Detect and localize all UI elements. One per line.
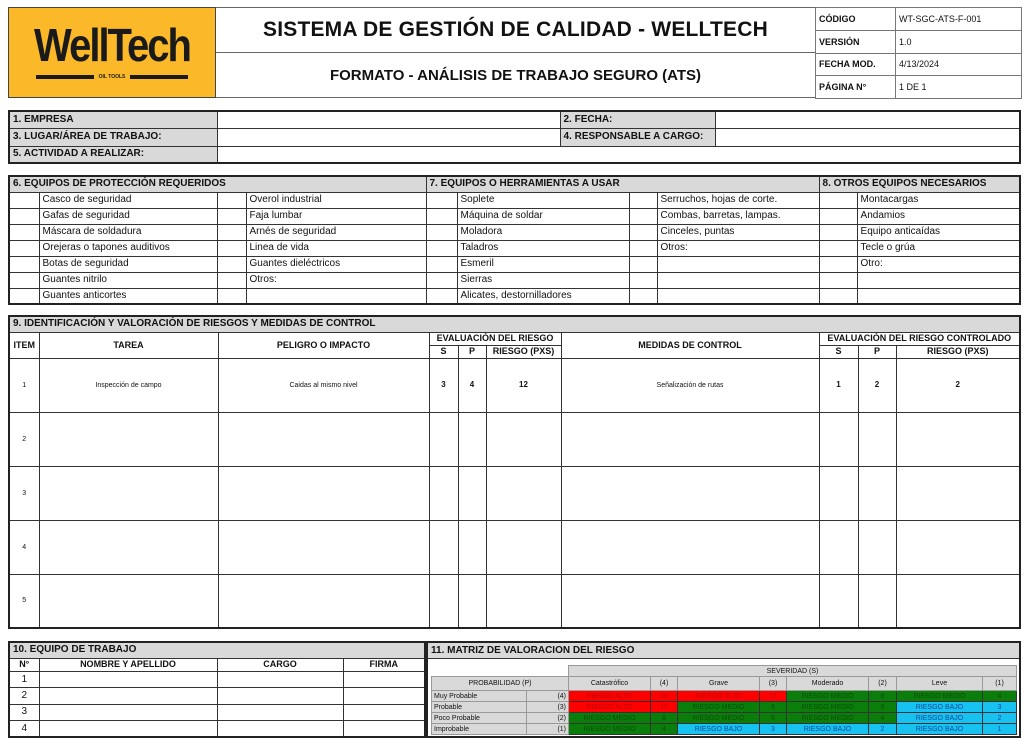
tools-checkbox[interactable] <box>629 208 657 224</box>
tools-item <box>657 288 819 304</box>
matrix-cell-score: 16 <box>651 691 678 702</box>
tools-checkbox[interactable] <box>426 192 457 208</box>
risk-cell-medidas[interactable] <box>561 412 819 466</box>
team-section-title: 10. EQUIPO DE TRABAJO <box>9 642 425 658</box>
epp-checkbox[interactable] <box>217 256 246 272</box>
meta-label-version: VERSIÓN <box>816 31 896 54</box>
epp-checkbox[interactable] <box>9 288 39 304</box>
team-cell-cargo[interactable] <box>217 672 343 688</box>
matrix-row <box>432 724 1017 735</box>
epp-item: Casco de seguridad <box>39 192 217 208</box>
probability-name: Poco Probable <box>432 713 527 724</box>
epp-item: Faja lumbar <box>246 208 426 224</box>
epp-item: Gafas de seguridad <box>39 208 217 224</box>
team-cell-n: 3 <box>9 704 39 720</box>
matrix-section-title: 11. MATRIZ DE VALORACION DEL RIESGO <box>428 643 1019 659</box>
probability-name: Improbable <box>432 724 527 735</box>
matrix-cell-score: 3 <box>983 702 1017 713</box>
matrix-cell-label: RIESGO BAJO <box>678 724 760 735</box>
severity-value: (3) <box>760 677 787 691</box>
empresa-field[interactable] <box>217 111 560 128</box>
risk-cell-medidas[interactable] <box>561 574 819 628</box>
team-cell-n: 1 <box>9 672 39 688</box>
matrix-cell-score: 12 <box>760 691 787 702</box>
risk-cell-s[interactable]: 3 <box>429 358 458 412</box>
probability-value: (3) <box>527 702 569 713</box>
epp-item: Linea de vida <box>246 240 426 256</box>
tools-checkbox[interactable] <box>629 288 657 304</box>
col-header-s: S <box>429 345 458 358</box>
matrix-cell-label: RIESGO MEDIO <box>569 724 651 735</box>
matrix-cell-score: 12 <box>651 702 678 713</box>
epp-checkbox[interactable] <box>9 272 39 288</box>
risk-row <box>9 520 1020 574</box>
col-header-s2: S <box>819 345 858 358</box>
epp-item: Orejeras o tapones auditivos <box>39 240 217 256</box>
risk-cell-p[interactable]: 4 <box>458 358 486 412</box>
meta-value-version: 1.0 <box>896 31 1022 54</box>
severity-name: Leve <box>897 677 983 691</box>
team-cell-nombre[interactable] <box>39 721 217 737</box>
matrix-cell-score: 6 <box>760 713 787 724</box>
meta-value-pagina: 1 DE 1 <box>896 76 1022 99</box>
severity-name: Catastrófico <box>569 677 651 691</box>
severity-value: (1) <box>983 677 1017 691</box>
team-cell-firma[interactable] <box>343 721 425 737</box>
team-table <box>8 641 426 738</box>
header-subtitle-box <box>216 53 816 98</box>
meta-label-codigo: CÓDIGO <box>816 8 896 31</box>
tools-item: Serruchos, hojas de corte. <box>657 192 819 208</box>
logo-tagline: OIL TOOLS <box>98 73 126 80</box>
risk-cell-s2[interactable]: 1 <box>819 358 858 412</box>
equipment-table <box>8 175 1021 305</box>
other-item: Andamios <box>857 208 1020 224</box>
risk-cell-medidas[interactable] <box>561 520 819 574</box>
risk-cell-peligro[interactable] <box>218 466 429 520</box>
epp-checkbox[interactable] <box>217 224 246 240</box>
lugar-label: 3. LUGAR/ÁREA DE TRABAJO: <box>9 128 217 146</box>
risk-cell-riesgo[interactable] <box>486 520 561 574</box>
risk-cell-s[interactable] <box>429 520 458 574</box>
tools-item: Esmeril <box>457 256 629 272</box>
tools-checkbox[interactable] <box>426 288 457 304</box>
tools-checkbox[interactable] <box>629 192 657 208</box>
team-cell-nombre[interactable] <box>39 704 217 720</box>
other-item: Equipo anticaídas <box>857 224 1020 240</box>
matrix-cell-label: RIESGO ALTO <box>678 691 760 702</box>
risk-matrix <box>431 665 1017 735</box>
actividad-field[interactable] <box>217 146 1020 163</box>
col-header-riesgo2: RIESGO (PXS) <box>896 345 1020 358</box>
epp-checkbox[interactable] <box>9 208 39 224</box>
risk-cell-tarea[interactable] <box>39 520 218 574</box>
risk-table <box>8 315 1021 629</box>
matrix-cell-label: RIESGO BAJO <box>897 713 983 724</box>
matrix-cell-score: 4 <box>983 691 1017 702</box>
other-checkbox[interactable] <box>819 224 857 240</box>
risk-cell-p2[interactable] <box>858 520 896 574</box>
matrix-cell-score: 1 <box>983 724 1017 735</box>
risk-cell-item: 5 <box>9 574 39 628</box>
severity-name: Moderado <box>787 677 869 691</box>
team-cell-cargo[interactable] <box>217 688 343 704</box>
matrix-cell-score: 3 <box>760 724 787 735</box>
risk-section-title: 9. IDENTIFICACIÓN Y VALORACIÓN DE RIESGOS Y MEDIDAS DE CONTROL <box>9 316 1020 332</box>
risk-row <box>9 412 1020 466</box>
risk-cell-tarea[interactable] <box>39 574 218 628</box>
risk-cell-p[interactable] <box>458 412 486 466</box>
tools-checkbox[interactable] <box>426 256 457 272</box>
page-subtitle: FORMATO - ANÁLISIS DE TRABAJO SEGURO (ATS) <box>329 66 702 84</box>
risk-cell-s2[interactable] <box>819 574 858 628</box>
meta-label-pagina: PÁGINA N° <box>816 76 896 99</box>
matrix-section <box>426 641 1021 738</box>
matrix-cell-label: RIESGO MEDIO <box>678 702 760 713</box>
epp-item: Botas de seguridad <box>39 256 217 272</box>
document-meta-table <box>815 7 1022 99</box>
tools-section-title: 7. EQUIPOS O HERRAMIENTAS A USAR <box>426 176 819 192</box>
team-cell-n: 2 <box>9 688 39 704</box>
risk-cell-riesgo2[interactable] <box>896 574 1020 628</box>
risk-cell-tarea[interactable] <box>39 466 218 520</box>
epp-item: Guantes dieléctricos <box>246 256 426 272</box>
matrix-cell-label: RIESGO MEDIO <box>678 713 760 724</box>
severity-value: (2) <box>869 677 897 691</box>
risk-cell-riesgo[interactable]: 12 <box>486 358 561 412</box>
risk-cell-item: 1 <box>9 358 39 412</box>
risk-cell-riesgo2[interactable]: 2 <box>896 358 1020 412</box>
matrix-cell-label: RIESGO ALTO <box>569 702 651 713</box>
header-title-box <box>216 7 816 53</box>
other-checkbox[interactable] <box>819 272 857 288</box>
risk-cell-medidas[interactable] <box>561 466 819 520</box>
matrix-cell-score: 4 <box>651 724 678 735</box>
team-cell-nombre[interactable] <box>39 688 217 704</box>
risk-cell-item: 2 <box>9 412 39 466</box>
tools-checkbox[interactable] <box>629 240 657 256</box>
other-checkbox[interactable] <box>819 288 857 304</box>
other-checkbox[interactable] <box>819 208 857 224</box>
matrix-row <box>432 702 1017 713</box>
tools-checkbox[interactable] <box>629 256 657 272</box>
probability-name: Probable <box>432 702 527 713</box>
col-header-eval: EVALUACIÓN DEL RIESGO <box>429 332 561 345</box>
tools-item: Cinceles, puntas <box>657 224 819 240</box>
risk-cell-riesgo2[interactable] <box>896 520 1020 574</box>
empresa-label: 1. EMPRESA <box>9 111 217 128</box>
tools-checkbox[interactable] <box>426 272 457 288</box>
matrix-cell-label: RIESGO MEDIO <box>787 713 869 724</box>
risk-cell-peligro[interactable]: Caidas al mismo nivel <box>218 358 429 412</box>
risk-cell-p2[interactable]: 2 <box>858 358 896 412</box>
fecha-label: 2. FECHA: <box>560 111 715 128</box>
tools-item <box>657 256 819 272</box>
matrix-cell-label: RIESGO MEDIO <box>787 691 869 702</box>
probability-label: PROBABILIDAD (P) <box>432 677 569 691</box>
matrix-cell-label: RIESGO MEDIO <box>897 691 983 702</box>
other-section-title: 8. OTROS EQUIPOS NECESARIOS <box>819 176 1020 192</box>
team-row <box>9 721 425 737</box>
lugar-field[interactable] <box>217 128 560 146</box>
risk-cell-riesgo2[interactable] <box>896 412 1020 466</box>
team-cell-firma[interactable] <box>343 672 425 688</box>
matrix-cell-label: RIESGO MEDIO <box>787 702 869 713</box>
logo-bar-right <box>130 75 188 79</box>
team-header-nombre: NOMBRE Y APELLIDO <box>39 658 217 671</box>
other-item: Montacargas <box>857 192 1020 208</box>
col-header-p2: P <box>858 345 896 358</box>
other-checkbox[interactable] <box>819 240 857 256</box>
other-item: Otro: <box>857 256 1020 272</box>
severity-name: Grave <box>678 677 760 691</box>
matrix-cell-label: RIESGO BAJO <box>787 724 869 735</box>
risk-cell-tarea[interactable] <box>39 412 218 466</box>
general-info-table <box>8 110 1021 164</box>
meta-value-fecha: 4/13/2024 <box>896 54 1022 76</box>
other-item <box>857 288 1020 304</box>
tools-checkbox[interactable] <box>426 224 457 240</box>
team-cell-firma[interactable] <box>343 704 425 720</box>
tools-item <box>657 272 819 288</box>
tools-checkbox[interactable] <box>426 240 457 256</box>
epp-checkbox[interactable] <box>217 192 246 208</box>
probability-value: (1) <box>527 724 569 735</box>
epp-item: Overol industrial <box>246 192 426 208</box>
col-header-eval-ctrl: EVALUACIÓN DEL RIESGO CONTROLADO <box>819 332 1020 345</box>
col-header-medidas: MEDIDAS DE CONTROL <box>561 332 819 358</box>
risk-cell-item: 4 <box>9 520 39 574</box>
team-cell-firma[interactable] <box>343 688 425 704</box>
tools-item: Otros: <box>657 240 819 256</box>
matrix-row <box>432 713 1017 724</box>
risk-cell-p[interactable] <box>458 520 486 574</box>
matrix-cell-label: RIESGO MEDIO <box>569 713 651 724</box>
risk-cell-s2[interactable] <box>819 412 858 466</box>
responsable-field[interactable] <box>715 128 1020 146</box>
matrix-cell-label: RIESGO BAJO <box>897 724 983 735</box>
matrix-cell-score: 2 <box>869 724 897 735</box>
matrix-cell-score: 8 <box>651 713 678 724</box>
epp-item: Guantes anticortes <box>39 288 217 304</box>
team-header-n: N° <box>9 658 39 671</box>
tools-checkbox[interactable] <box>426 208 457 224</box>
probability-name: Muy Probable <box>432 691 527 702</box>
fecha-field[interactable] <box>715 111 1020 128</box>
tools-item: Soplete <box>457 192 629 208</box>
matrix-cell-score: 4 <box>869 713 897 724</box>
matrix-cell-score: 8 <box>869 691 897 702</box>
epp-checkbox[interactable] <box>9 240 39 256</box>
team-cell-nombre[interactable] <box>39 672 217 688</box>
epp-item: Máscara de soldadura <box>39 224 217 240</box>
other-item: Tecle o grúa <box>857 240 1020 256</box>
risk-cell-item: 3 <box>9 466 39 520</box>
risk-row <box>9 358 1020 412</box>
risk-cell-s2[interactable] <box>819 520 858 574</box>
matrix-cell-score: 9 <box>760 702 787 713</box>
risk-cell-p[interactable] <box>458 574 486 628</box>
meta-label-fecha: FECHA MOD. <box>816 54 896 76</box>
risk-cell-s[interactable] <box>429 466 458 520</box>
epp-item: Arnés de seguridad <box>246 224 426 240</box>
meta-value-codigo: WT-SGC-ATS-F-001 <box>896 8 1022 31</box>
risk-cell-medidas[interactable]: Señalización de rutas <box>561 358 819 412</box>
tools-item: Máquina de soldar <box>457 208 629 224</box>
tools-item: Combas, barretas, lampas. <box>657 208 819 224</box>
col-header-item: ITEM <box>9 332 39 358</box>
epp-section-title: 6. EQUIPOS DE PROTECCIÓN REQUERIDOS <box>9 176 426 192</box>
epp-checkbox[interactable] <box>217 240 246 256</box>
epp-item <box>246 288 426 304</box>
epp-checkbox[interactable] <box>217 272 246 288</box>
risk-cell-s[interactable] <box>429 574 458 628</box>
risk-cell-s2[interactable] <box>819 466 858 520</box>
logo-bar-left <box>36 75 94 79</box>
tools-item: Sierras <box>457 272 629 288</box>
tools-checkbox[interactable] <box>629 224 657 240</box>
actividad-label: 5. ACTIVIDAD A REALIZAR: <box>9 146 217 163</box>
team-header-firma: FIRMA <box>343 658 425 671</box>
risk-cell-peligro[interactable] <box>218 412 429 466</box>
tools-checkbox[interactable] <box>629 272 657 288</box>
tools-item: Alicates, destornilladores <box>457 288 629 304</box>
risk-row <box>9 574 1020 628</box>
epp-item: Guantes nitrilo <box>39 272 217 288</box>
risk-cell-s[interactable] <box>429 412 458 466</box>
team-row <box>9 688 425 704</box>
risk-cell-peligro[interactable] <box>218 520 429 574</box>
other-item <box>857 272 1020 288</box>
team-cell-cargo[interactable] <box>217 721 343 737</box>
probability-value: (2) <box>527 713 569 724</box>
epp-checkbox[interactable] <box>9 224 39 240</box>
severity-value: (4) <box>651 677 678 691</box>
page-title: SISTEMA DE GESTIÓN DE CALIDAD - WELLTECH <box>263 18 768 41</box>
epp-checkbox[interactable] <box>9 256 39 272</box>
other-checkbox[interactable] <box>819 256 857 272</box>
epp-checkbox[interactable] <box>9 192 39 208</box>
severity-label: SEVERIDAD (S) <box>569 666 1017 677</box>
risk-cell-p2[interactable] <box>858 574 896 628</box>
col-header-peligro: PELIGRO O IMPACTO <box>218 332 429 358</box>
team-header-cargo: CARGO <box>217 658 343 671</box>
risk-cell-riesgo[interactable] <box>486 466 561 520</box>
epp-checkbox[interactable] <box>217 288 246 304</box>
risk-cell-riesgo[interactable] <box>486 412 561 466</box>
other-checkbox[interactable] <box>819 192 857 208</box>
probability-value: (4) <box>527 691 569 702</box>
matrix-cell-label: RIESGO ALTO <box>569 691 651 702</box>
matrix-cell-label: RIESGO BAJO <box>897 702 983 713</box>
logo-brand: WellTech <box>34 20 190 71</box>
tools-item: Moladora <box>457 224 629 240</box>
col-header-tarea: TAREA <box>39 332 218 358</box>
welltech-logo <box>8 7 216 98</box>
team-row <box>9 672 425 688</box>
risk-cell-p2[interactable] <box>858 412 896 466</box>
risk-cell-tarea[interactable]: Inspección de campo <box>39 358 218 412</box>
col-header-p: P <box>458 345 486 358</box>
matrix-row <box>432 691 1017 702</box>
risk-cell-peligro[interactable] <box>218 574 429 628</box>
team-cell-cargo[interactable] <box>217 704 343 720</box>
risk-cell-p2[interactable] <box>858 466 896 520</box>
matrix-cell-score: 6 <box>869 702 897 713</box>
tools-item: Taladros <box>457 240 629 256</box>
responsable-label: 4. RESPONSABLE A CARGO: <box>560 128 715 146</box>
risk-row <box>9 466 1020 520</box>
team-cell-n: 4 <box>9 721 39 737</box>
matrix-cell-score: 2 <box>983 713 1017 724</box>
risk-cell-riesgo2[interactable] <box>896 466 1020 520</box>
epp-item: Otros: <box>246 272 426 288</box>
risk-cell-p[interactable] <box>458 466 486 520</box>
risk-cell-riesgo[interactable] <box>486 574 561 628</box>
epp-checkbox[interactable] <box>217 208 246 224</box>
team-row <box>9 704 425 720</box>
col-header-riesgo: RIESGO (PXS) <box>486 345 561 358</box>
